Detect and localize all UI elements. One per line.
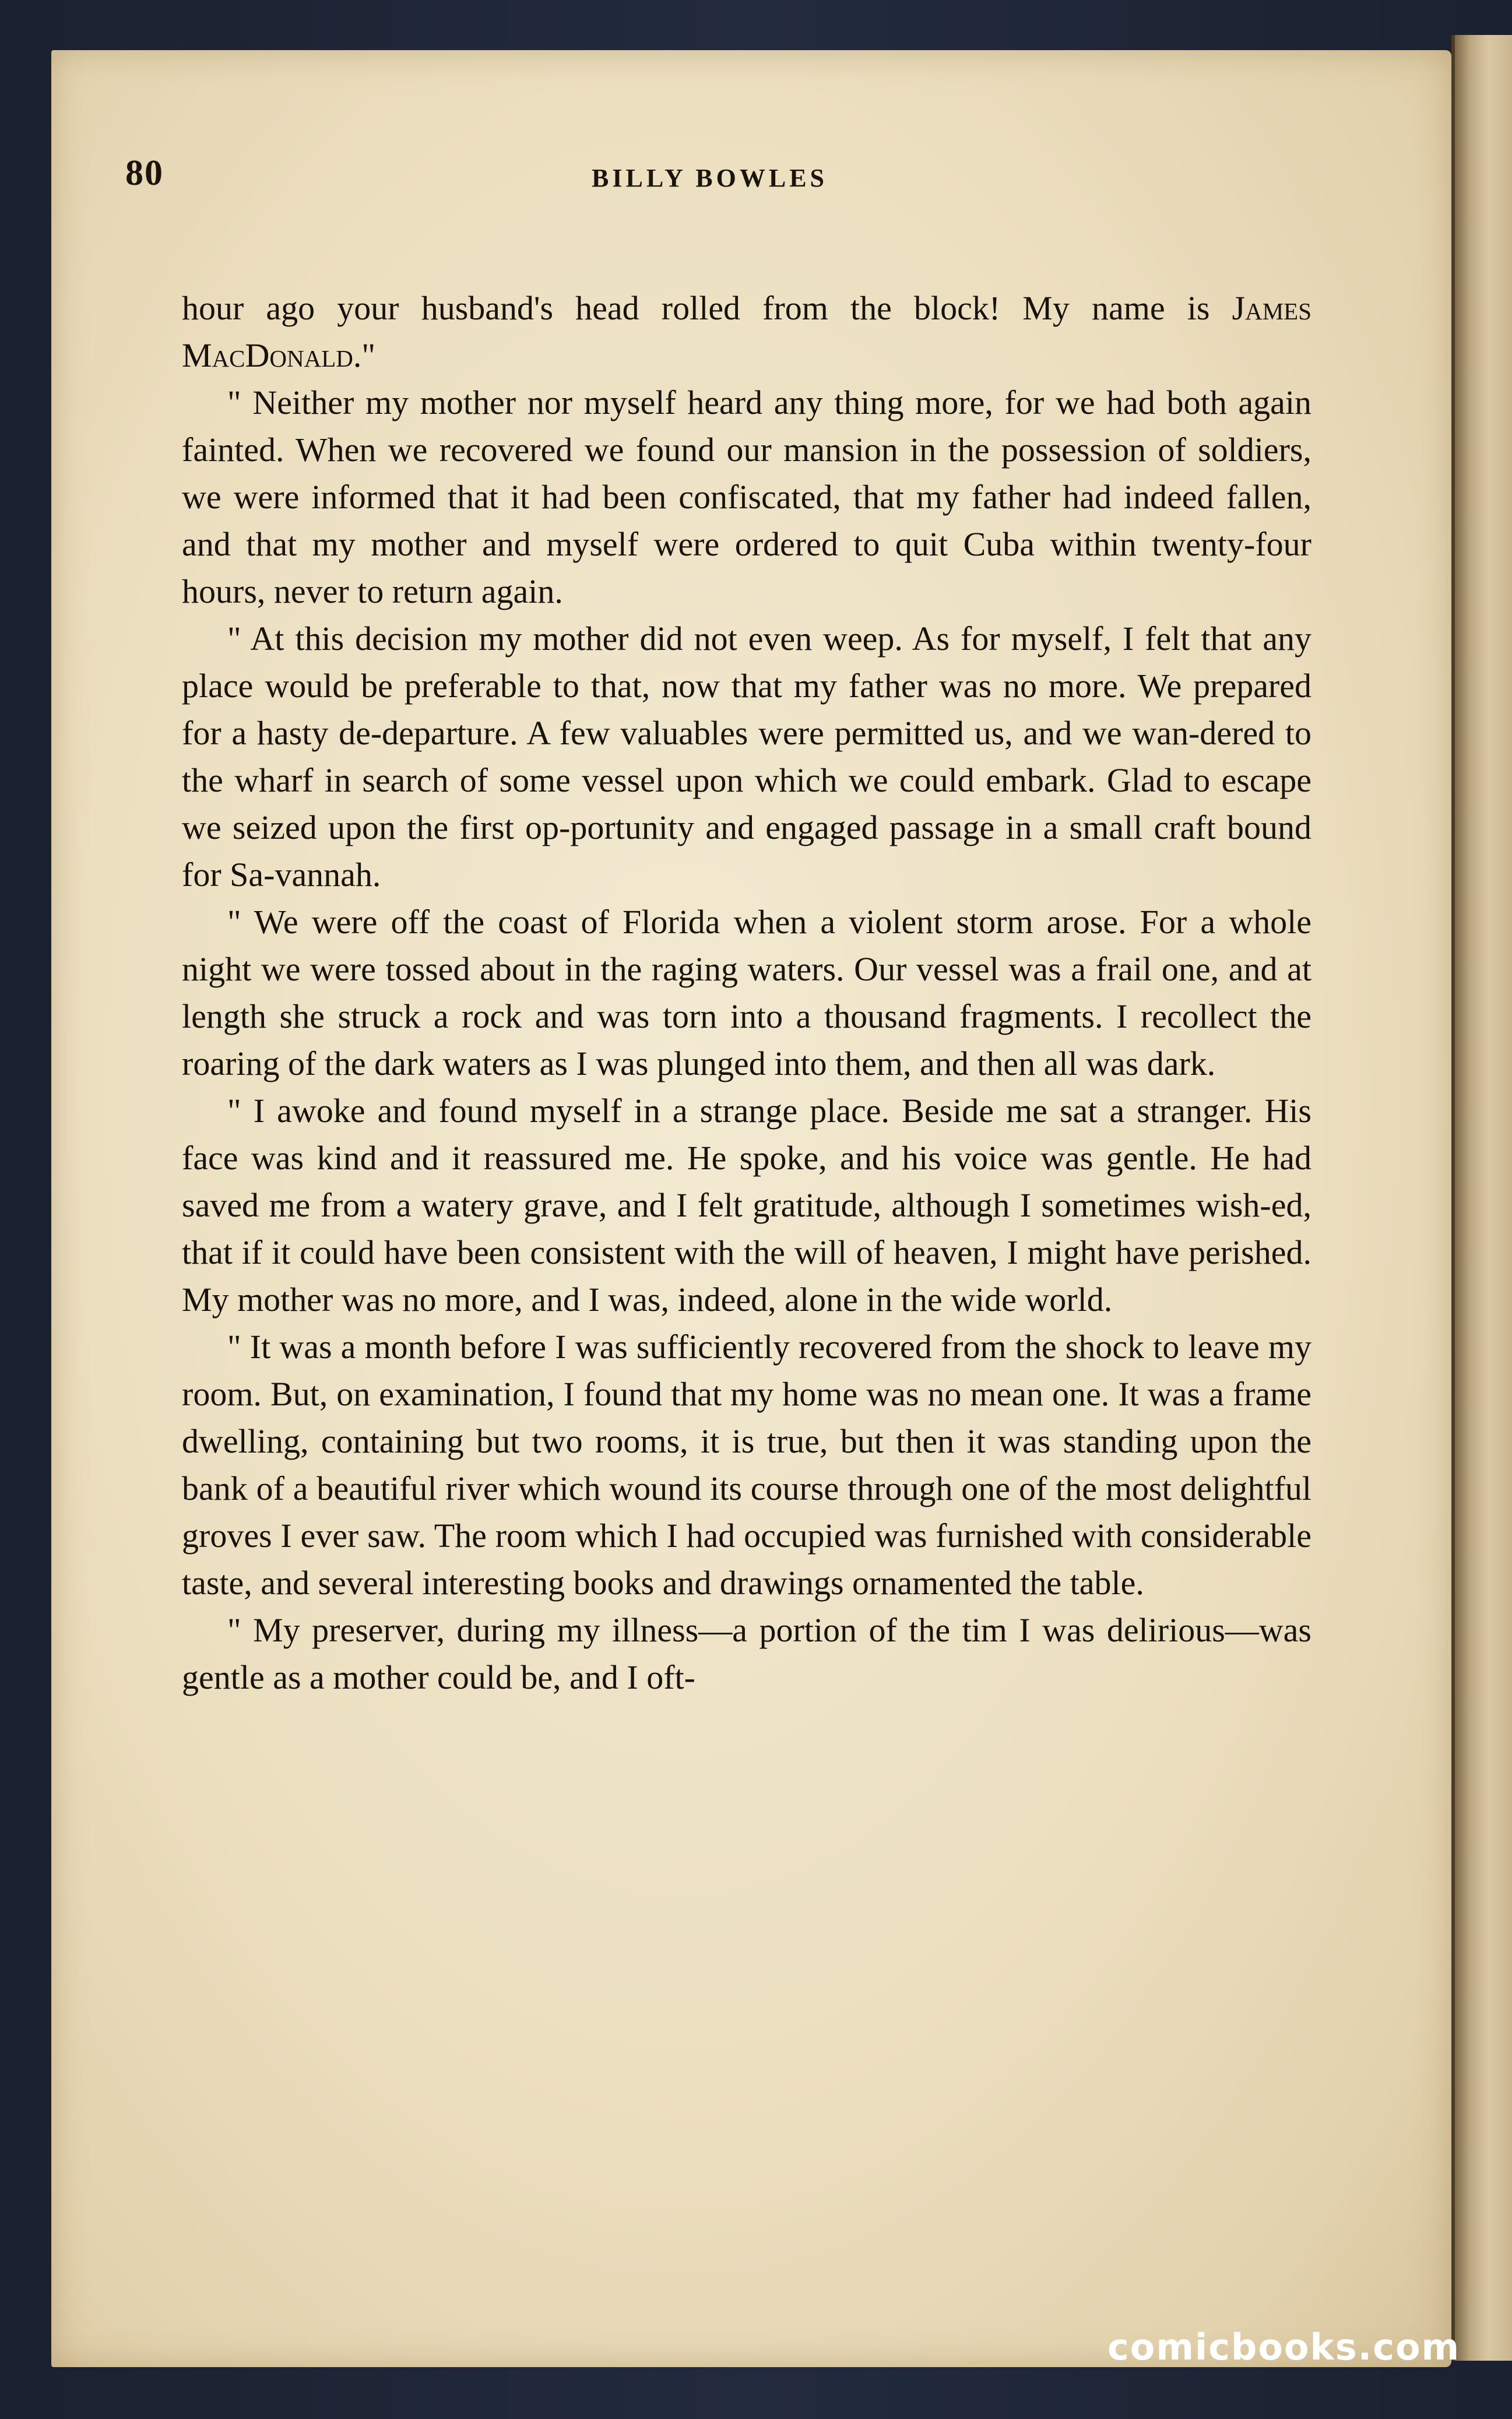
paragraph-7: " My preserver, during my illness—a portion of the tim I was delirious—was gentle as a mother could be, and I oft- [182,1611,1311,1696]
name-smallcaps: James MacDonald [182,289,1311,374]
paragraph-3: " At this decision my mother did not even weep. As for myself, I felt that any place would be preferable to that, now that my father was no more. We prepared for a hasty de-departure. A few valuables were permitted us, and we wan-dered to the wharf in search of some vessel upon which we could embark. Glad to escape we seized upon the first op-portunity and engaged passage in a small craft bound for Sa-vannah. [182,620,1311,894]
paragraph-6: " It was a month before I was sufficiently recovered from the shock to leave my room. But, on examination, I found that my home was no mean one. It was a frame dwelling, containing but two rooms, it is true, but then it was standing upon the bank of a beautiful river which wound its course through one of the most delightful groves I ever saw. The room which I had occupied was furnished with considerable taste, and several interesting books and drawings ornamented the table. [182,1328,1311,1602]
paragraph-1-end: ." [353,336,376,374]
page-number: 80 [125,153,164,193]
running-head: BILLY BOWLES [592,164,828,192]
paragraph-5: " I awoke and found myself in a strange place. Beside me sat a stranger. His face was kind and it reassured me. He spoke, and his voice was gentle. He had saved me from a watery grave, and I felt gratitude, although I sometimes wish-ed, that if it could have been consistent with the will of heaven, I might have perished. My mother was no more, and I was, indeed, alone in the wide world. [182,1092,1311,1319]
body-text [182,284,1311,1701]
page-header [125,153,1311,211]
watermark: comicbooks.com [1107,2326,1461,2368]
paragraph-1 [182,284,1311,379]
paragraph-4: " We were off the coast of Florida when a violent storm arose. For a whole night we were tossed about in the raging waters. Our vessel was a frail one, and at length she struck a rock and was torn into a thousand fragments. I recollect the roaring of the dark waters as I was plunged into them, and then all was dark. [182,903,1311,1082]
adjacent-page-edge [1451,35,1512,2361]
paragraph-1-text: hour ago your husband's head rolled from the block! My name is [182,289,1232,327]
paragraph-2: " Neither my mother nor myself heard any thing more, for we had both again fainted. When we recovered we found our mansion in the possession of soldiers, we were informed that it had been confiscated, that my father had indeed fallen, and that my mother and myself were ordered to quit Cuba within twenty-four hours, never to return again. [182,384,1311,610]
